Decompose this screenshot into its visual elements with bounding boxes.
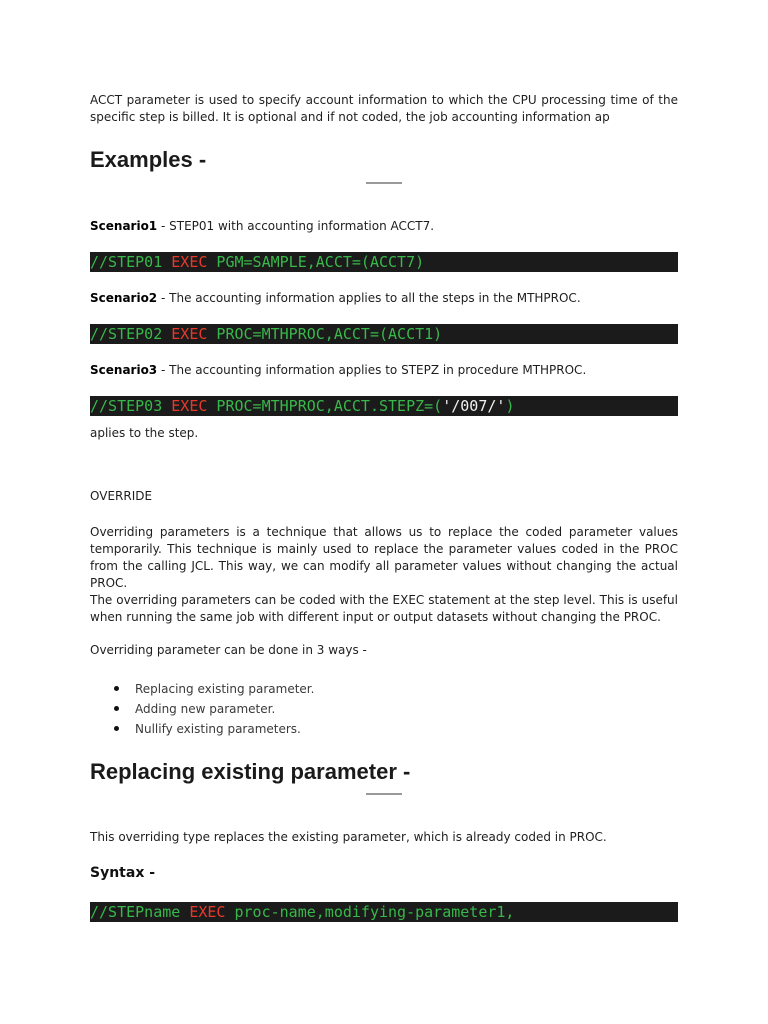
code-step-name: //STEP01 <box>90 253 172 271</box>
code-exec-keyword: EXEC <box>171 397 208 415</box>
list-item: Adding new parameter. <box>90 699 678 719</box>
code-params: proc-name,modifying-parameter1, <box>225 903 515 921</box>
heading-divider <box>366 182 402 184</box>
scenario2-text: - The accounting information applies to all the steps in the MTHPROC. <box>157 291 581 305</box>
override-label: OVERRIDE <box>90 489 153 503</box>
replacing-heading: Replacing existing parameter - <box>90 759 411 784</box>
intro-paragraph: ACCT parameter is used to specify account information to which the CPU processing time of the specific step is billed. It is optional and if not coded, the job accounting information ap <box>90 93 678 124</box>
code-step-name: //STEP02 <box>90 325 172 343</box>
list-item: Nullify existing parameters. <box>90 719 678 739</box>
scenario1-line <box>90 218 678 235</box>
override-ways-text: Overriding parameter can be done in 3 ways - <box>90 643 367 657</box>
override-paragraph-1: Overriding parameters is a technique that allows us to replace the coded parameter values temporarily. This technique is mainly used to replace the parameter values coded in the PROC from the calling JCL. This way, we can modify all parameter values without changing the actual PROC. <box>90 525 678 590</box>
code-step-name: //STEP03 <box>90 397 172 415</box>
code-block-step01 <box>90 252 678 272</box>
list-item: Replacing existing parameter. <box>90 679 678 699</box>
scenario3-text: - The accounting information applies to STEPZ in procedure MTHPROC. <box>157 363 587 377</box>
code-string-literal: '/007/' <box>442 397 506 415</box>
code-block-syntax <box>90 902 678 922</box>
examples-heading: Examples - <box>90 147 207 172</box>
scenario1-text: - STEP01 with accounting information ACCT7. <box>157 219 435 233</box>
override-methods-list <box>90 679 678 739</box>
scenario1-label: Scenario1 <box>90 219 158 233</box>
scenario2-line <box>90 290 678 307</box>
code-exec-keyword: EXEC <box>171 253 208 271</box>
code-block-step03 <box>90 396 678 416</box>
code-exec-keyword: EXEC <box>189 903 226 921</box>
code-step-name: //STEPname <box>90 903 190 921</box>
scenario3-line <box>90 362 678 379</box>
code-params: PROC=MTHPROC,ACCT.STEPZ=( <box>207 397 443 415</box>
code-exec-keyword: EXEC <box>171 325 208 343</box>
scenario2-label: Scenario2 <box>90 291 158 305</box>
code-close-paren: ) <box>505 397 515 415</box>
code-params: PROC=MTHPROC,ACCT=(ACCT1) <box>207 325 443 343</box>
override-paragraph-2: The overriding parameters can be coded with the EXEC statement at the step level. This is useful when running the same job with different input or output datasets without changing the PROC. <box>90 593 678 624</box>
code-params: PGM=SAMPLE,ACCT=(ACCT7) <box>207 253 425 271</box>
heading-divider <box>366 793 402 795</box>
code-block-step02 <box>90 324 678 344</box>
scenario3-label: Scenario3 <box>90 363 158 377</box>
replacing-paragraph: This overriding type replaces the existing parameter, which is already coded in PROC. <box>90 830 607 844</box>
syntax-heading: Syntax - <box>90 865 156 881</box>
applies-text: aplies to the step. <box>90 426 199 440</box>
